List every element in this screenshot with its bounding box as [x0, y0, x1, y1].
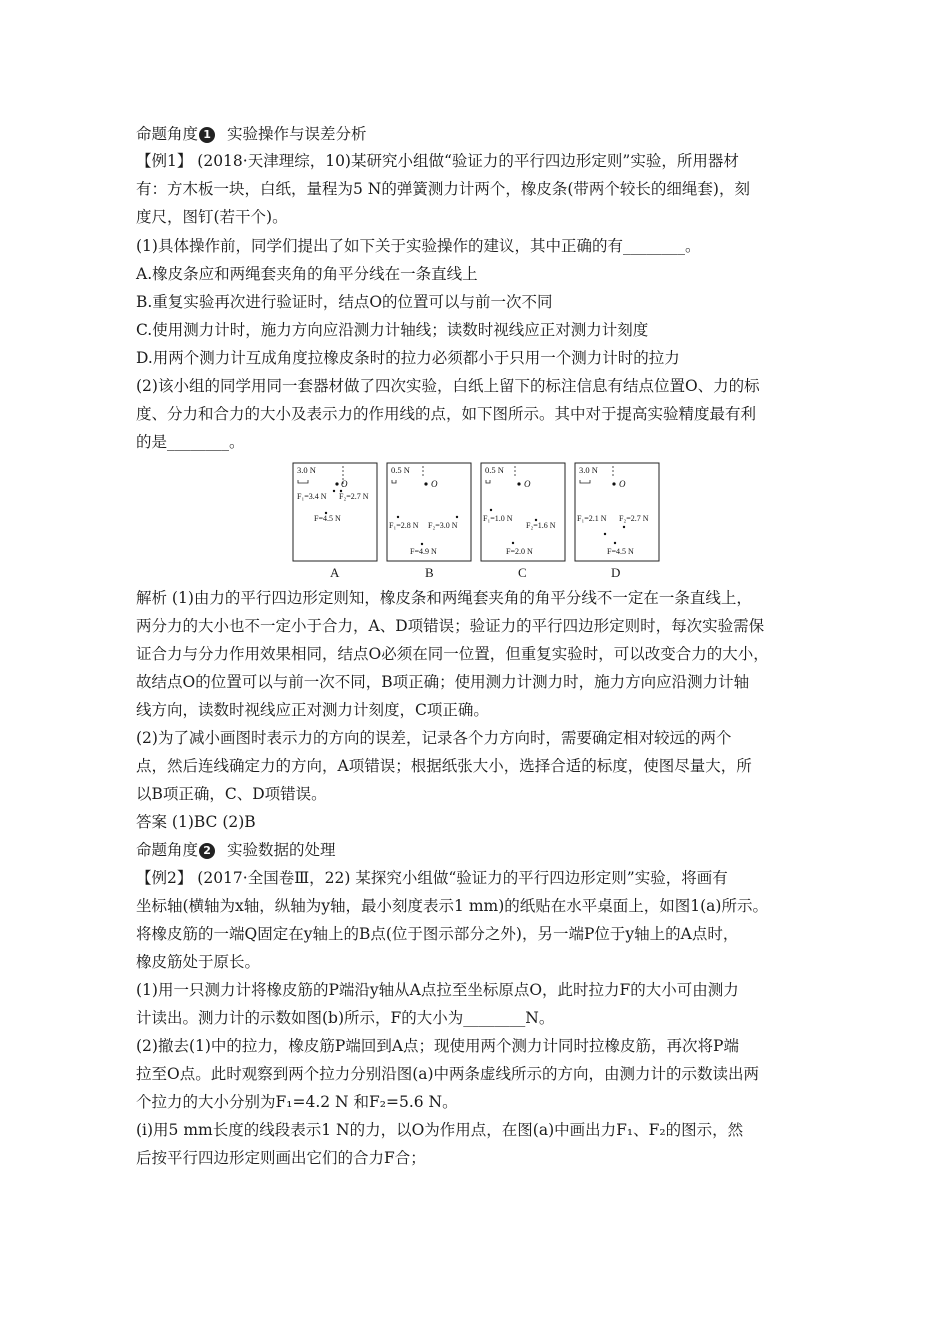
scale-label: 0.5 N — [391, 465, 410, 475]
panel-b — [387, 463, 471, 561]
panel-c — [481, 463, 565, 561]
panel-d — [575, 463, 659, 561]
analysis-line: 两分力的大小也不一定小于合力，A、D项错误；验证力的平行四边形定则时，每次实验需保 — [136, 617, 765, 635]
caption-a: A — [330, 565, 340, 580]
scale-bar — [298, 480, 308, 483]
f-label: F=4.9 N — [410, 547, 437, 556]
answer-line: 答案 (1)BC (2)B — [136, 813, 256, 831]
angle1-title: 实验操作与误差分析 — [227, 125, 367, 143]
scale-bar — [486, 480, 490, 483]
text-line: 将橡皮筋的一端Q固定在y轴上的B点(位于图示部分之外)，另一端P位于y轴上的A点时， — [136, 925, 739, 943]
scale-bar — [392, 480, 396, 483]
angle1-label: 命题角度 — [136, 125, 199, 143]
scale-label: 3.0 N — [579, 465, 598, 475]
f-label: F=2.0 N — [506, 547, 533, 556]
panel-a — [293, 463, 377, 561]
analysis-line: 故结点O的位置可以与前一次不同，B项正确；使用测力计测力时，施力方向应沿测力计轴 — [136, 673, 750, 691]
text-line: 计读出。测力计的示数如图(b)所示，F的大小为________N。 — [136, 1009, 555, 1027]
text-line: 个拉力的大小分别为F₁=4.2 N 和F₂=5.6 N。 — [136, 1093, 458, 1111]
f1-label: F₁=3.4 N — [297, 492, 327, 501]
f1-label: F₁=1.0 N — [483, 514, 513, 523]
text-line: 度尺，图钉(若干个)。 — [136, 208, 288, 226]
analysis-line: 解析 (1)由力的平行四边形定则知，橡皮条和两绳套夹角的角平分线不一定在一条直线上， — [136, 589, 752, 607]
analysis-line: 线方向，读数时视线应正对测力计刻度，C项正确。 — [136, 701, 489, 719]
text-line: 度、分力和合力的大小及表示力的作用线的点，如下图所示。其中对于提高实验精度最有利 — [136, 405, 757, 423]
analysis-line: 点，然后连线确定力的方向，A项错误；根据纸张大小，选择合适的标度，使图尽量大，所 — [136, 757, 752, 775]
angle2-label: 命题角度 — [136, 841, 199, 859]
option-a: A.橡皮条应和两绳套夹角的角平分线在一条直线上 — [136, 265, 478, 283]
analysis-line: (2)为了减小画图时表示力的方向的误差，记录各个力方向时，需要确定相对较远的两个 — [136, 729, 732, 747]
f-label: F=4.5 N — [314, 514, 341, 523]
scale-bar — [580, 480, 590, 483]
angle2-title: 实验数据的处理 — [227, 841, 336, 859]
question-2: (2)撤去(1)中的拉力，橡皮筋P端回到A点；现使用两个测力计同时拉橡皮筋，再次将P端 — [136, 1037, 739, 1055]
text-line: 有：方木板一块，白纸，量程为5 N的弹簧测力计两个，橡皮条(带两个较长的细绳套)，刻 — [136, 180, 750, 198]
angle1-heading — [136, 124, 826, 144]
point-o-label: O — [619, 479, 626, 489]
analysis-line: 以B项正确，C、D项错误。 — [136, 785, 327, 803]
analysis-line: 证合力与分力作用效果相同，结点O必须在同一位置，但重复实验时，可以改变合力的大小， — [136, 645, 769, 663]
question-1: (1)用一只测力计将橡皮筋的P端沿y轴从A点拉至坐标原点O，此时拉力F的大小可由测力 — [136, 981, 739, 999]
question-1: (1)具体操作前，同学们提出了如下关于实验操作的建议，其中正确的有________。 — [136, 237, 701, 255]
text-line: 橡皮筋处于原长。 — [136, 953, 261, 971]
text-line: 【例2】 (2017·全国卷Ⅲ，22) 某探究小组做“验证力的平行四边形定则”实验，将画有 — [136, 869, 728, 887]
f2-label: F₂=1.6 N — [526, 521, 556, 530]
text-line: 后按平行四边形定则画出它们的合力F合； — [136, 1149, 426, 1167]
question-2: (2)该小组的同学用同一套器材做了四次实验，白纸上留下的标注信息有结点位置O、力的标 — [136, 377, 760, 395]
point-o-label: O — [431, 479, 438, 489]
text-line: 【例1】 (2018·天津理综，10)某研究小组做“验证力的平行四边形定则”实验，所用器材 — [136, 152, 739, 170]
point-o-label: O — [341, 479, 348, 489]
option-d: D.用两个测力计互成角度拉橡皮条时的拉力必须都小于只用一个测力计时的拉力 — [136, 349, 680, 367]
text-line: 拉至O点。此时观察到两个拉力分别沿图(a)中两条虚线所示的方向，由测力计的示数读出两 — [136, 1065, 760, 1083]
number-2-icon: 2 — [199, 843, 215, 859]
angle2-heading — [136, 840, 826, 860]
number-1-icon: 1 — [199, 127, 215, 143]
text-line: 的是________。 — [136, 433, 245, 451]
scale-label: 0.5 N — [485, 465, 504, 475]
f2-label: F₂=3.0 N — [428, 521, 458, 530]
caption-b: B — [425, 565, 434, 580]
f-label: F=4.5 N — [607, 547, 634, 556]
scale-label: 3.0 N — [297, 465, 316, 475]
caption-d: D — [611, 565, 621, 580]
f1-label: F₁=2.8 N — [389, 521, 419, 530]
text-line: 坐标轴(横轴为x轴，纵轴为y轴，最小刻度表示1 mm)的纸贴在水平桌面上，如图1(a)所示。 — [136, 897, 768, 915]
f1-label: F₁=2.1 N — [577, 514, 607, 523]
sub-question-i: (ⅰ)用5 mm长度的线段表示1 N的力，以O为作用点，在图(a)中画出力F₁、F₂的图示，然 — [136, 1121, 744, 1139]
force-diagram-figure — [292, 462, 660, 582]
option-b: B.重复实验再次进行验证时，结点O的位置可以与前一次不同 — [136, 293, 553, 311]
f2-label: F₂=2.7 N — [619, 514, 649, 523]
caption-c: C — [518, 565, 527, 580]
option-c: C.使用测力计时，施力方向应沿测力计轴线；读数时视线应正对测力计刻度 — [136, 321, 649, 339]
point-o-label: O — [524, 479, 531, 489]
f2-label: F₂=2.7 N — [339, 492, 369, 501]
